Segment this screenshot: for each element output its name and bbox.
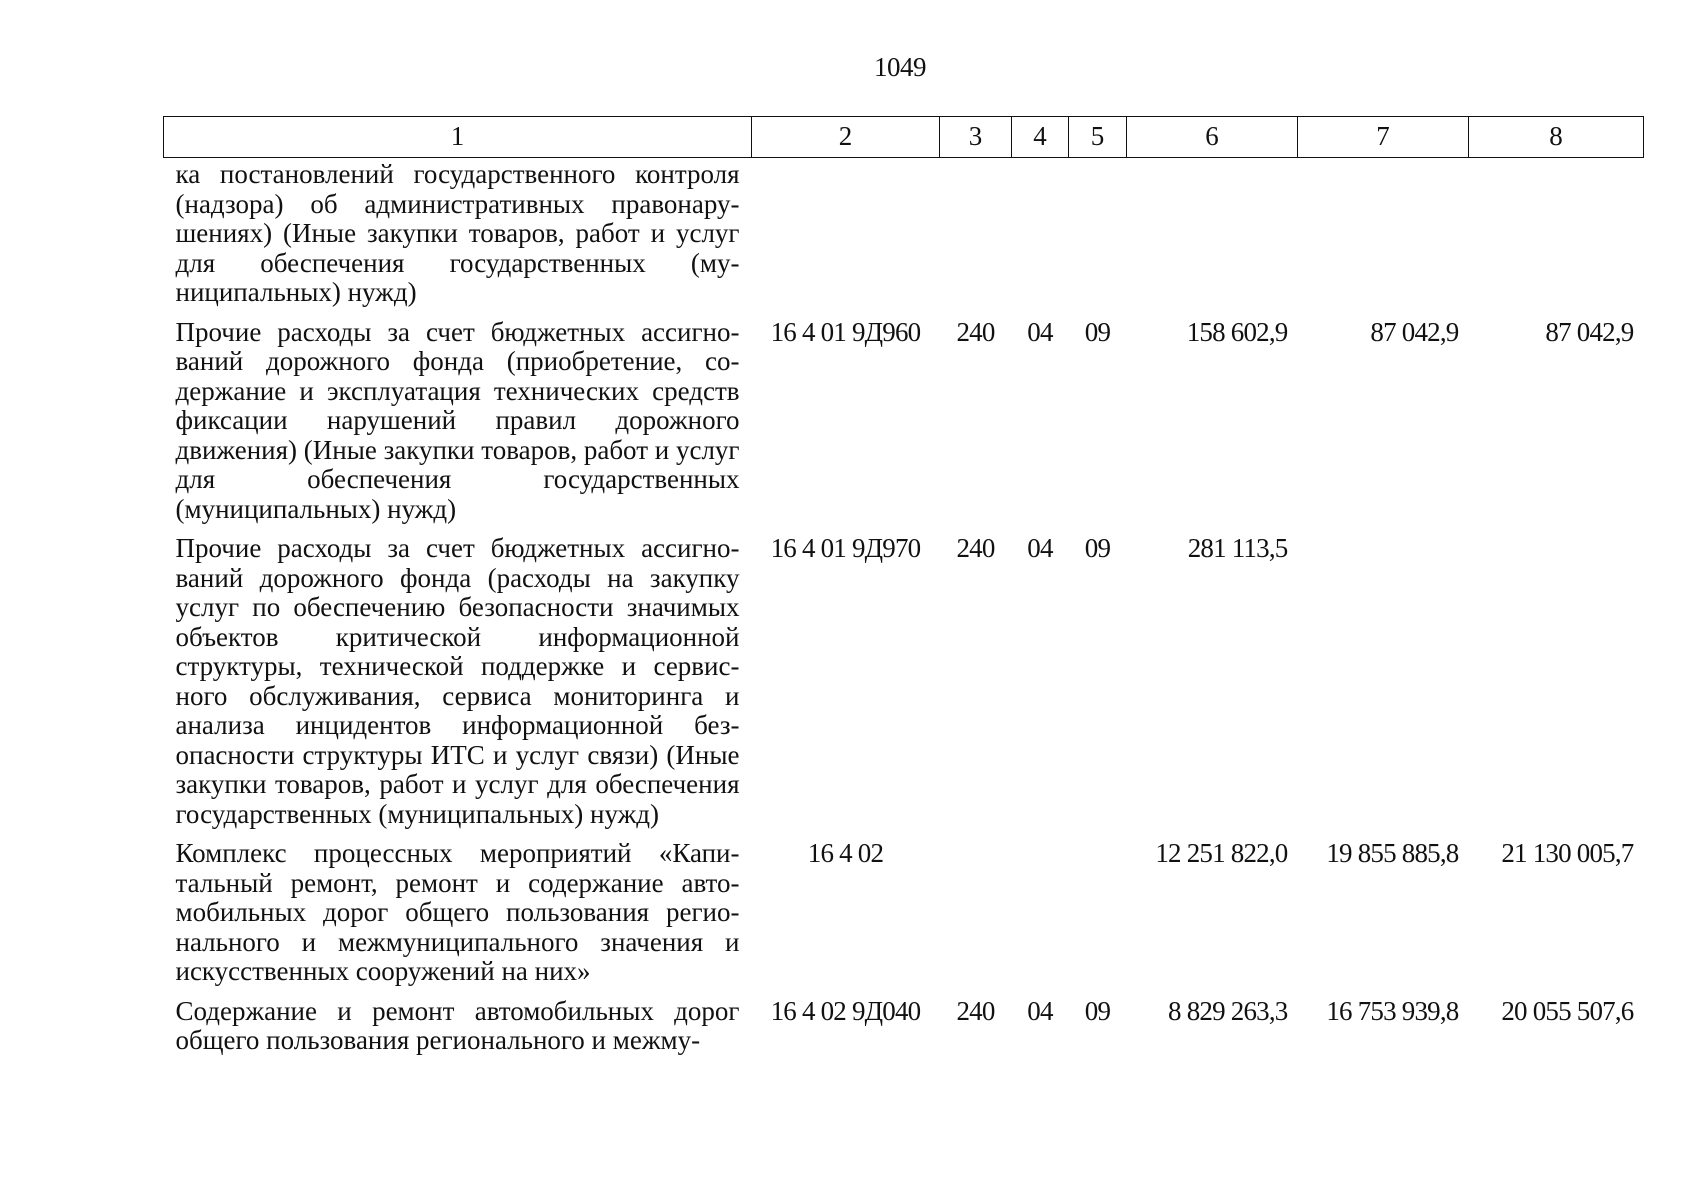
row-code: 16 4 01 9Д960 <box>770 316 921 347</box>
column-header-8: 8 <box>1469 117 1644 158</box>
table-row <box>164 839 1644 997</box>
row-col-5: 09 <box>1084 533 1111 563</box>
row-col-3: 240 <box>956 533 995 563</box>
row-description: Комплекс процессных мероприятий «Капитальный ремонт, ремонт и содержание автомобильных дорог общего пользования регионального и межмуниципального значения и искусственных сооружений на них» <box>175 838 740 986</box>
column-header-3: 3 <box>940 117 1012 158</box>
column-header-6: 6 <box>1127 117 1298 158</box>
row-col-5: 09 <box>1084 316 1111 347</box>
column-header-2: 2 <box>752 117 940 158</box>
row-col-5 <box>1069 839 1127 997</box>
row-col-6: 281 113,5 <box>1187 533 1288 563</box>
row-col-6 <box>1127 158 1298 318</box>
column-header-4: 4 <box>1012 117 1069 158</box>
row-col-7: 19 855 885,8 <box>1326 838 1459 868</box>
row-code: 16 4 01 9Д970 <box>770 533 921 563</box>
column-header-1: 1 <box>164 117 752 158</box>
row-col-6: 158 602,9 <box>1186 316 1288 347</box>
row-col-8: 20 055 507,6 <box>1501 995 1634 1026</box>
row-col-7: 87 042,9 <box>1370 316 1459 347</box>
row-description: Прочие расходы за счет бюджетных ассигнований дорожного фонда (расходы на закупку услуг по обеспечению безопасности значимых объектов критической информационной структуры, технической поддержке и сервисного обслуживания, сервиса мониторинга и анализа инцидентов информационной безопасности структуры ИТС и услуг связи) (Иные закупки товаров, работ и услуг для обеспечения государственных (муниципальных) нужд) <box>175 533 740 829</box>
row-col-4: 04 <box>1027 533 1053 563</box>
column-header-7: 7 <box>1298 117 1469 158</box>
column-header-5: 5 <box>1069 117 1127 158</box>
row-col-8: 87 042,9 <box>1545 316 1634 347</box>
row-code <box>752 158 940 318</box>
row-col-4 <box>1012 839 1069 997</box>
table-row <box>164 158 1644 318</box>
table-body <box>164 158 1644 1066</box>
row-col-4: 04 <box>1027 995 1053 1026</box>
row-description: Прочие расходы за счет бюджетных ассигнований дорожного фонда (приобретение, содержание и эксплуатация технических средств фиксации нарушений правил дорожного движения) (Иные закупки товаров, работ и услуг для обеспечения государственных (муниципальных) нужд) <box>175 316 740 524</box>
row-description: Содержание и ремонт автомобильных дорог общего пользования регионального и межму- <box>175 995 740 1055</box>
row-col-8 <box>1469 158 1644 318</box>
row-col-3: 240 <box>956 316 995 347</box>
table-header <box>164 117 1644 158</box>
table-row <box>164 318 1644 535</box>
row-col-4 <box>1012 158 1069 318</box>
table-row <box>164 534 1644 839</box>
row-col-7 <box>1298 158 1469 318</box>
row-col-6: 12 251 822,0 <box>1155 838 1288 868</box>
row-col-6: 8 829 263,3 <box>1168 995 1288 1026</box>
row-col-8 <box>1469 534 1644 839</box>
row-col-7: 16 753 939,8 <box>1326 995 1459 1026</box>
row-col-5: 09 <box>1084 995 1111 1026</box>
row-col-4: 04 <box>1027 316 1053 347</box>
row-code: 16 4 02 9Д040 <box>770 995 921 1026</box>
budget-table <box>163 116 1644 1066</box>
row-col-8: 21 130 005,7 <box>1501 838 1634 868</box>
row-col-7 <box>1298 534 1469 839</box>
row-description: ка постановлений государственного контроля (надзора) об административных правонарушениях) (Иные закупки товаров, работ и услуг для обеспечения государственных (муниципальных) нужд) <box>175 159 740 307</box>
page-number: 1049 <box>874 52 926 82</box>
row-col-5 <box>1069 158 1127 318</box>
header-row <box>164 117 1644 158</box>
row-code: 16 4 02 <box>807 838 884 868</box>
table-row <box>164 997 1644 1066</box>
row-col-3 <box>940 839 1012 997</box>
row-col-3: 240 <box>956 995 995 1026</box>
row-col-3 <box>940 158 1012 318</box>
